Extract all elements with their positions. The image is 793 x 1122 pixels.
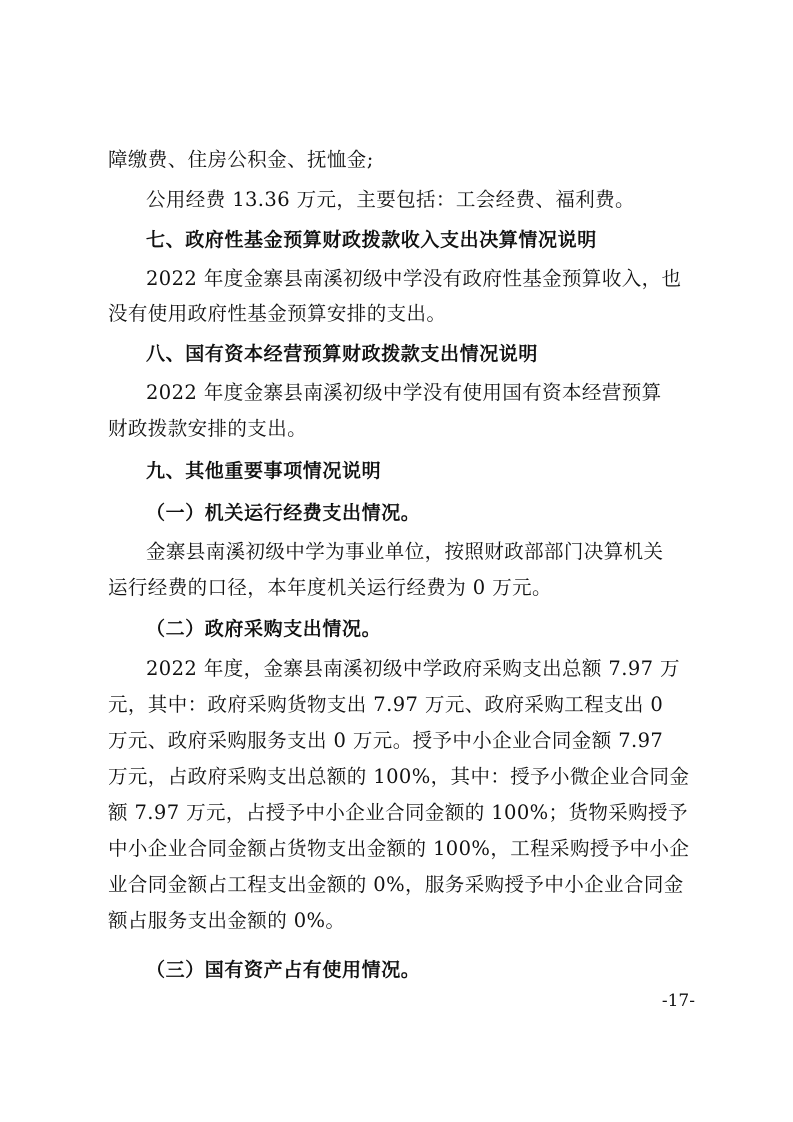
paragraph-line: 公用经费 13.36 万元，主要包括：工会经费、福利费。 (146, 188, 635, 211)
paragraph-line: 额占服务支出金额的 0%。 (108, 909, 346, 932)
paragraph-line: 运行经费的口径，本年度机关运行经费为 0 万元。 (108, 576, 552, 599)
paragraph-line: 业合同金额占工程支出金额的 0%，服务采购授予中小企业合同金 (108, 873, 684, 896)
paragraph-line: 障缴费、住房公积金、抚恤金; (108, 148, 374, 171)
subsection-heading-1: （一）机关运行经费支出情况。 (146, 502, 421, 524)
paragraph-line: 万元、政府采购服务支出 0 万元。授予中小企业合同金额 7.97 (108, 729, 664, 752)
subsection-heading-3: （三）国有资产占有使用情况。 (146, 959, 421, 981)
section-heading-7: 七、政府性基金预算财政拨款收入支出决算情况说明 (146, 229, 597, 251)
paragraph-line: 2022 年度金寨县南溪初级中学没有政府性基金预算收入，也 (146, 267, 682, 290)
paragraph-line: 财政拨款安排的支出。 (108, 417, 308, 440)
paragraph-line: 没有使用政府性基金预算安排的支出。 (108, 302, 447, 325)
section-heading-9: 九、其他重要事项情况说明 (146, 460, 382, 482)
section-heading-8: 八、国有资本经营预算财政拨款支出情况说明 (146, 343, 539, 365)
paragraph-line: 万元，占政府采购支出总额的 100%，其中：授予小微企业合同金 (108, 765, 690, 788)
paragraph-line: 中小企业合同金额占货物支出金额的 100%，工程采购授予中小企 (108, 837, 690, 860)
page-number: -17- (661, 991, 695, 1011)
subsection-heading-2: （二）政府采购支出情况。 (146, 618, 382, 640)
paragraph-line: 元，其中：政府采购货物支出 7.97 万元、政府采购工程支出 0 (108, 693, 664, 716)
paragraph-line: 额 7.97 万元，占授予中小企业合同金额的 100%；货物采购授予 (108, 801, 688, 824)
paragraph-line: 2022 年度金寨县南溪初级中学没有使用国有资本经营预算 (146, 381, 662, 404)
paragraph-line: 金寨县南溪初级中学为事业单位，按照财政部部门决算机关 (146, 540, 664, 563)
paragraph-line: 2022 年度，金寨县南溪初级中学政府采购支出总额 7.97 万 (146, 657, 680, 680)
